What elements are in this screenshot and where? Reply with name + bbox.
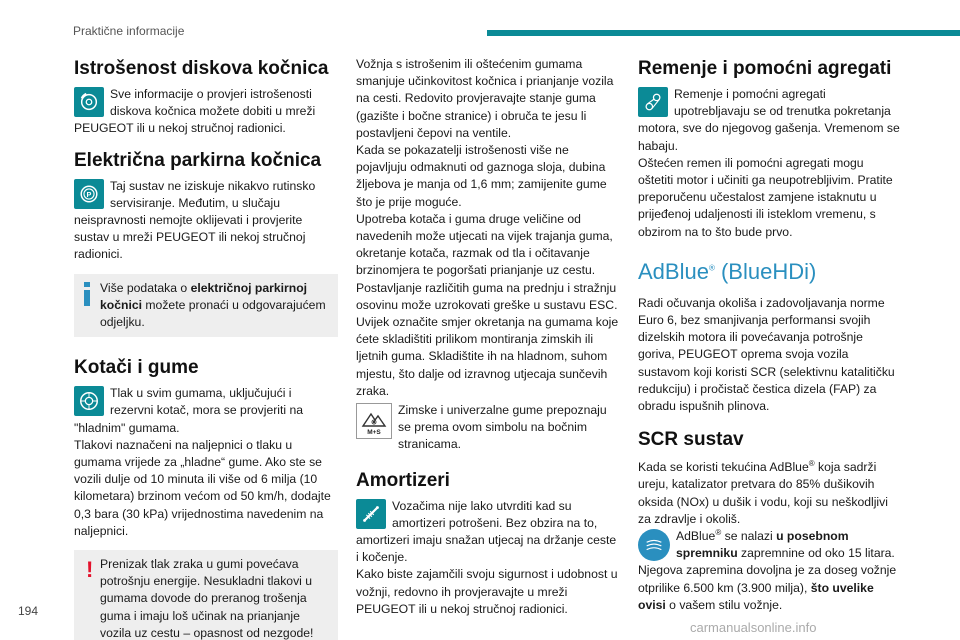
section-title-shock-absorbers: Amortizeri — [356, 469, 450, 491]
shock-absorbers-text-2: Kako biste zajamčili svoju sigurnost i udobnost u vožnji, redovno ih provjeravajte u mreži PEUGEOT ili u nekoj stručnoj radionici. — [356, 567, 618, 616]
tyres-block — [74, 385, 338, 437]
note-text-pre: Više podataka o — [100, 280, 191, 295]
section-title-brake-discs: Istrošenost diskova kočnica — [74, 58, 329, 79]
parking-brake-icon — [74, 179, 104, 209]
scr-p1-b: koja sadrži ureju, katalizator pretvara do 85% dušikovih oksida (NOx) u dušik i vodu, koji su neškodljivi za zdravlje i okoliš. — [638, 460, 888, 526]
ms-label: M+S — [367, 429, 381, 437]
belts-block — [638, 86, 902, 155]
section-title-belts: Remenje i pomoćni agregati — [638, 58, 892, 79]
adblue-title-b: (BlueHDi) — [714, 258, 817, 284]
scr-p1-a: Kada se koristi tekućina AdBlue — [638, 460, 809, 475]
warning-text: Prenizak tlak zraka u gumi povećava potrošnju energije. Nesukladni tlakovi u gumama dovode do preranog trošenja guma i imaju loš učinak na prianjanje vozila uz cestu – opasnost od nezgode! — [100, 557, 314, 640]
scr-p1-sup: ® — [808, 459, 815, 469]
wrench-belt-icon — [638, 87, 668, 117]
page-number: 194 — [18, 604, 39, 618]
shock-absorbers-block — [356, 498, 620, 567]
column-3 — [638, 52, 902, 614]
column-2 — [356, 56, 620, 618]
winter-tyres-block — [356, 402, 620, 454]
scr-text-1 — [638, 459, 902, 528]
watermark: carmanualsonline.info — [690, 620, 817, 635]
brake-discs-block — [74, 86, 338, 138]
section-title-adblue — [638, 259, 902, 285]
info-icon — [84, 282, 90, 306]
svg-text:P: P — [86, 189, 92, 199]
adblue-text: Radi očuvanja okoliša i zadovoljavanja norme Euro 6, bez smanjivanja performansi svojih dizelskih motora ili povećavanja potrošnje goriva, PEUGEOT oprema svoja vozila sustavom koji koristi SCR (selektivnu katalitičku redukciju) i pročistač čestica dizela (FAP) za obradu ispušnih plinova. — [638, 295, 895, 414]
parking-brake-text: Taj sustav ne iziskuje nikakvo rutinsko servisiranje. Međutim, u slučaju neispravnosti nemojte oklijevati i provjerite sustav u mreži PEUGEOT ili nekoj stručnoj radionici. — [74, 178, 316, 262]
winter-tyres-text: Zimske i univerzalne gume prepoznaju se prema ovom simbolu na bočnim stranicama. — [398, 403, 607, 452]
note-text-bold: električnoj parkirnoj kočnici — [100, 280, 308, 312]
brake-discs-text: Sve informacije o provjeri istrošenosti diskova kočnica možete dobiti u mreži PEUGEOT ili u nekoj stručnoj radionici. — [74, 87, 316, 136]
adblue-title-sup: ® — [708, 263, 715, 273]
belts-text-2: Oštećen remen ili pomoćni agregati mogu oštetiti motor i učiniti ga neupotrebljivim. Pratite preporučenu učestalost zamjene istaknutu u prijeđenoj udaljenosti ili isteklom vremenu, s obzirom na to što bude prvo. — [638, 155, 893, 239]
scr-p2-c: zapremnine od oko 15 litara. Njegova zapremina dovoljna je za doseg vožnje otprilike 6.500 km (3.900 milja), — [638, 546, 897, 595]
scr-p2-bold: u posebnom spremniku — [676, 529, 849, 561]
tyres-text-5: Upotreba kotača i guma druge veličine od navedenih može utjecati na vijek trajanja guma, okretanje kotača, razmak od tla i očitavanje brzinomjera te pogoršati prianjanje uz cestu. — [356, 211, 613, 278]
tyre-icon — [74, 386, 104, 416]
warning-icon: ! — [86, 557, 94, 583]
adblue-title-a: AdBlue — [638, 258, 709, 284]
parking-brake-block — [74, 178, 338, 264]
scr-p2-b: se nalazi — [721, 529, 777, 544]
tyres-text-3: Vožnja s istrošenim ili oštećenim gumama smanjuje učinkovitost kočnica i prianjanje vozila na cesti. Redovito provjeravajte stanje guma (gazište i bočne stranice) i obruča te jesu li postavljeni čepovi na ventile. — [356, 57, 614, 140]
tyres-text-2: Tlakovi naznačeni na naljepnici o tlaku u gumama vrijede za „hladne“ gume. Ako ste se vozili dulje od 10 minuta ili više od 6 milja (10 kilometara) brzinom većom od 50 km/h, dodajte 0,3 bara (30 kPa) vrijednostima navedenim na naljepnici. — [74, 437, 331, 538]
warning-note-tyre-pressure — [74, 550, 338, 640]
tyres-text-4: Kada se pokazatelji istrošenosti više ne pojavljuju odmaknuti od gaznoga sloja, dubina žljebova je manja od 1,6 mm; zamijenite gume što je prije moguće. — [356, 143, 607, 209]
adblue-tank-icon — [638, 529, 670, 561]
belts-text-1: Remenje i pomoćni agregati upotrebljavaju se od trenutka pokretanja motora, sve do njegovog gašenja. Vremenom se habaju. — [638, 87, 900, 153]
header-accent-bar — [487, 30, 960, 36]
section-title-parking-brake: Električna parkirna kočnica — [74, 149, 322, 171]
column-1 — [74, 52, 338, 640]
scr-p2-sup: ® — [715, 528, 722, 537]
snowflake-mountain-icon — [356, 403, 392, 439]
running-header: Praktične informacije — [73, 24, 185, 38]
scr-p2-bold2: što uvelike ovisi — [638, 580, 874, 612]
tyres-text-6: Postavljanje različitih guma na prednju i stražnju osovinu može uzrokovati greške u sustavu ESC. — [356, 280, 618, 312]
brake-disc-icon — [74, 87, 104, 117]
scr-tank-block — [638, 528, 902, 614]
scr-p2-a: AdBlue — [676, 529, 716, 544]
section-title-scr: SCR sustav — [638, 429, 744, 451]
section-title-wheels-tyres: Kotači i gume — [74, 357, 199, 379]
note-text-post: možete pronaći u odgovarajućem odjeljku. — [100, 297, 326, 330]
shock-absorber-icon — [356, 499, 386, 529]
scr-p2-d: o vašem stilu vožnje. — [665, 597, 783, 612]
tyres-text-7: Uvijek označite smjer okretanja na gumama koje ćete skladištiti prilikom montiranja zimskih ili ljetnih guma. Skladištite ih na hladnom, suhom mjestu, što dalje od izravnog utjecaja sunčevih zraka. — [356, 315, 619, 398]
info-note-parking-brake — [74, 274, 338, 338]
tyres-text-1: Tlak u svim gumama, uključujući i rezervni kotač, mora se provjeriti na "hladnim" gumama. — [74, 386, 304, 435]
shock-absorbers-text-1: Vozačima nije lako utvrditi kad su amortizeri potrošeni. Bez obzira na to, amortizeri imaju snažan utjecaj na držanje ceste i kočenje. — [356, 498, 617, 565]
